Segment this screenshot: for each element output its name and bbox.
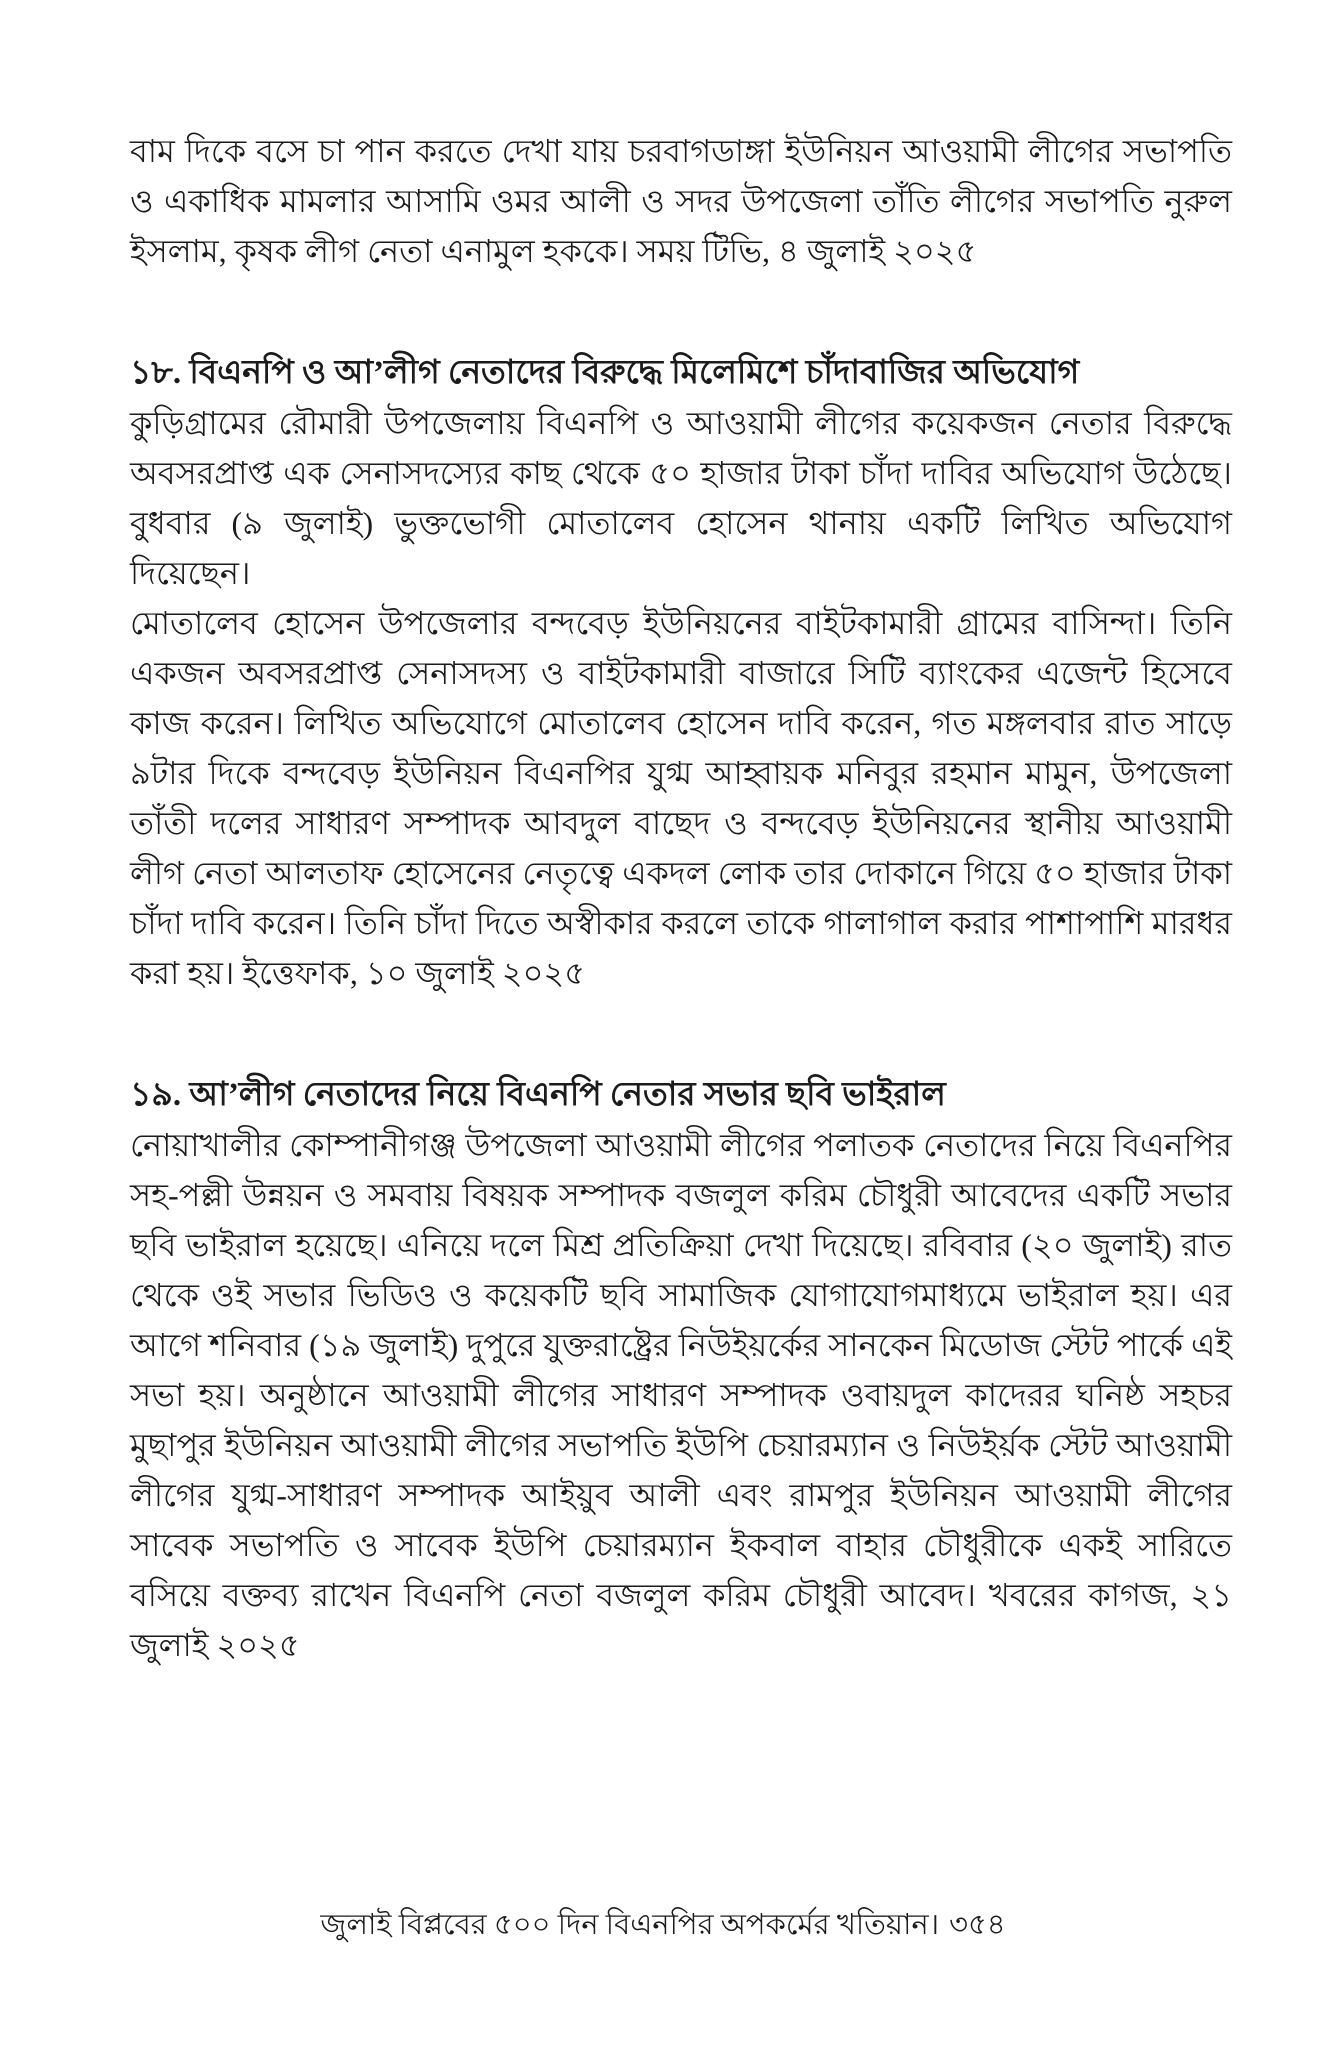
section-18-paragraph-1: কুড়িগ্রামের রৌমারী উপজেলায় বিএনপি ও আওয়ামী লীগের কয়েকজন নেতার বিরুদ্ধে অবসরপ্রাপ্ত এক সেনাসদস্যের কাছ থেকে ৫০ হাজার টাকা চাঁদা দাবির অভিযোগ উঠেছে। বুধবার (৯ জুলাই) ভুক্তভোগী মোতালেব হোসেন থানায় একটি লিখিত অভিযোগ দিয়েছেন। (130, 405, 1232, 591)
intro-paragraph: বাম দিকে বসে চা পান করতে দেখা যায় চরবাগডাঙ্গা ইউনিয়ন আওয়ামী লীগের সভাপতি ও একাধিক মামলার আসামি ওমর আলী ও সদর উপজেলা তাঁতি লীগের সভাপতি নুরুল ইসলাম, কৃষক লীগ নেতা এনামুল হককে। সময় টিভি, ৪ জুলাই ২০২৫ (130, 133, 1232, 269)
footer-text: জুলাই বিপ্লবের ৫০০ দিন বিএনপির অপকর্মের খতিয়ান। (320, 1909, 940, 1941)
section-18-paragraph-2: মোতালেব হোসেন উপজেলার বন্দবেড় ইউনিয়নের বাইটকামারী গ্রামের বাসিন্দা। তিনি একজন অবসরপ্রাপ্ত সেনাসদস্য ও বাইটকামারী বাজারে সিটি ব্যাংকের এজেন্ট হিসেবে কাজ করেন। লিখিত অভিযোগে মোতালেব হোসেন দাবি করেন, গত মঙ্গলবার রাত সাড়ে ৯টার দিকে বন্দবেড় ইউনিয়ন বিএনপির যুগ্ম আহ্বায়ক মনিবুর রহমান মামুন, উপজেলা তাঁতী দলের সাধারণ সম্পাদক আবদুল বাছেদ ও বন্দবেড় ইউনিয়নের স্থানীয় আওয়ামী লীগ নেতা আলতাফ হোসেনের নেতৃত্বে একদল লোক তার দোকানে গিয়ে ৫০ হাজার টাকা চাঁদা দাবি করেন। তিনি চাঁদা দিতে অস্বীকার করলে তাকে গালাগাল করার পাশাপাশি মারধর করা হয়। ইত্তেফাক, ১০ জুলাই ২০২৫ (130, 605, 1232, 991)
section-19-heading: ১৯. আ’লীগ নেতাদের নিয়ে বিএনপি নেতার সভার ছবি ভাইরাল (130, 1077, 946, 1113)
page-content (130, 126, 1232, 1670)
page-footer (0, 1905, 1326, 1945)
section-19-paragraph-1: নোয়াখালীর কোম্পানীগঞ্জ উপজেলা আওয়ামী লীগের পলাতক নেতাদের নিয়ে বিএনপির সহ-পল্লী উন্নয়ন ও সমবায় বিষয়ক সম্পাদক বজলুল করিম চৌধুরী আবেদের একটি সভার ছবি ভাইরাল হয়েছে। এনিয়ে দলে মিশ্র প্রতিক্রিয়া দেখা দিয়েছে। রবিবার (২০ জুলাই) রাত থেকে ওই সভার ভিডিও ও কয়েকটি ছবি সামাজিক যোগাযোগমাধ্যমে ভাইরাল হয়। এর আগে শনিবার (১৯ জুলাই) দুপুরে যুক্তরাষ্ট্রের নিউইয়র্কের সানকেন মিডোজ স্টেট পার্কে এই সভা হয়। অনুষ্ঠানে আওয়ামী লীগের সাধারণ সম্পাদক ওবায়দুল কাদেরর ঘনিষ্ঠ সহচর মুছাপুর ইউনিয়ন আওয়ামী লীগের সভাপতি ইউপি চেয়ারম্যান ও নিউইর্য়ক স্টেট আওয়ামী লীগের যুগ্ম-সাধারণ সম্পাদক আইয়ুব আলী এবং রামপুর ইউনিয়ন আওয়ামী লীগের সাবেক সভাপতি ও সাবেক ইউপি চেয়ারম্যান ইকবাল বাহার চৌধুরীকে একই সারিতে বসিয়ে বক্তব্য রাখেন বিএনপি নেতা বজলুল করিম চৌধুরী আবেদ। খবরের কাগজ, ২১ জুলাই ২০২৫ (130, 1127, 1232, 1663)
page-number: ৩৫৪ (949, 1909, 1006, 1941)
section-18-heading: ১৮. বিএনপি ও আ’লীগ নেতাদের বিরুদ্ধে মিলেমিশে চাঁদাবাজির অভিযোগ (130, 355, 1080, 391)
